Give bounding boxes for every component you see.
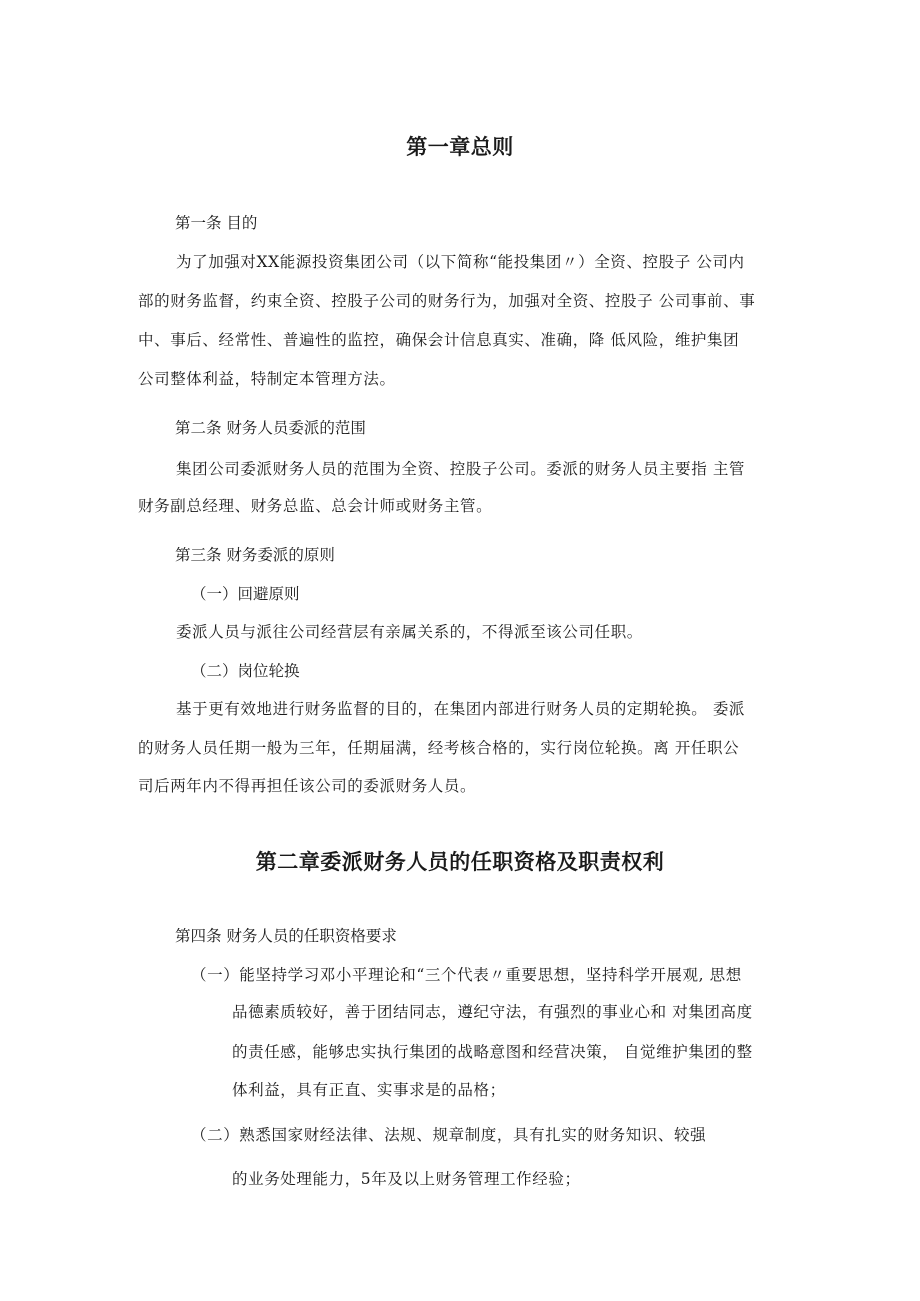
article-2-line: 集团公司委派财务人员的范围为全资、控股子公司。委派的财务人员主要指 主管 [176, 460, 746, 478]
article-3-item-1-label: （一）回避原则 [191, 585, 300, 603]
article-1-line: 部的财务监督，约束全资、控股子公司的财务行为，加强对全资、控股子 公司事前、事 [138, 292, 756, 310]
article-4-item-2-line: （二）熟悉国家财经法律、法规、规章制度，具有扎实的财务知识、较强 [191, 1126, 707, 1144]
article-3-item-2-line: 基于更有效地进行财务监督的目的，在集团内部进行财务人员的定期轮换。 委派 [176, 700, 746, 718]
article-3-item-1-text: 委派人员与派往公司经营层有亲属关系的，不得派至该公司任职。 [176, 623, 643, 641]
article-1-line: 中、事后、经常性、普遍性的监控，确保会计信息真实、准确，降 低风险，维护集团 [138, 331, 740, 349]
article-3-item-2-label: （二）岗位轮换 [191, 662, 300, 680]
article-4-item-1-line: 品德素质较好，善于团结同志，遵纪守法，有强烈的事业心和 对集团高度 [232, 1003, 753, 1021]
article-4-item-1-line: （一）能坚持学习邓小平理论和“三个代表〃重要思想，坚持科学开展观, 思想 [191, 966, 742, 984]
article-3-title: 第三条 财务委派的原则 [175, 546, 335, 564]
article-3-item-2-line: 的财务人员任期一般为三年，任期届满，经考核合格的，实行岗位轮换。离 开任职公 [138, 739, 740, 757]
article-3-item-2-line: 司后两年内不得再担任该公司的委派财务人员。 [138, 777, 477, 795]
article-4-item-1-line: 的责任感，能够忠实执行集团的战略意图和经营决策， 自觉维护集团的整 [232, 1043, 753, 1061]
chapter-2-title: 第二章委派财务人员的任职资格及职责权利 [255, 849, 665, 874]
article-1-line: 公司整体利益，特制定本管理方法。 [138, 370, 396, 388]
article-1-line: 为了加强对XX能源投资集团公司（以下简称“能投集团〃）全资、控股子 公司内 [176, 253, 745, 271]
article-4-item-1-line: 体利益，具有正直、实事求是的品格； [232, 1081, 506, 1099]
article-1-title: 第一条 目的 [175, 214, 258, 232]
article-4-title: 第四条 财务人员的任职资格要求 [175, 927, 397, 945]
chapter-1-title: 第一章总则 [406, 134, 514, 159]
article-2-title: 第二条 财务人员委派的范围 [175, 419, 366, 437]
article-2-line: 财务副总经理、财务总监、总会计师或财务主管。 [138, 497, 493, 515]
article-4-item-2-line: 的业务处理能力，5年及以上财务管理工作经验； [232, 1170, 581, 1188]
